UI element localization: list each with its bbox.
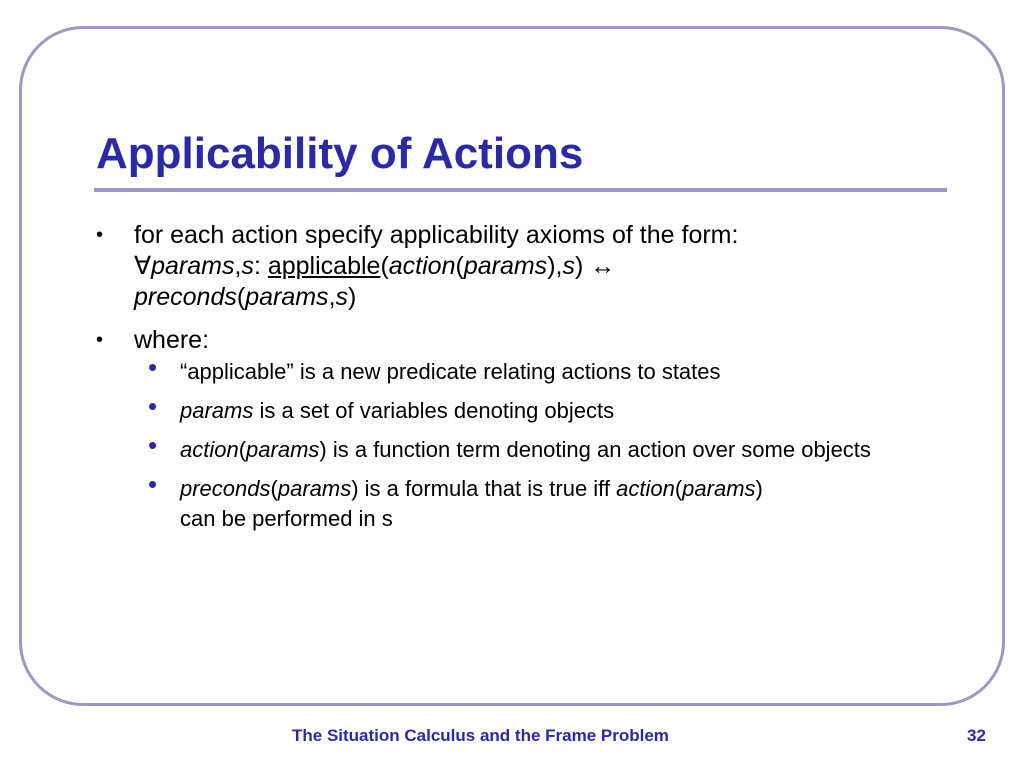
sub-bullet-params (96, 391, 946, 426)
bullet-text: where: (134, 326, 210, 354)
sub-bullet-emphasis-2: params (277, 476, 352, 501)
formula-colon: : (253, 252, 268, 280)
sub-bullet-text: ) is a function term denoting an action over some objects (319, 437, 871, 462)
formula-params: params (151, 252, 235, 280)
slide-title: Applicability of Actions (96, 129, 584, 178)
formula-action: action (388, 252, 456, 280)
forall-symbol: ∀ (134, 252, 152, 280)
sub-bullet-emphasis-2: params (246, 437, 320, 462)
formula-close-paren: ) (348, 283, 357, 311)
sub-bullet-text: is a set of variables denoting objects (253, 398, 615, 423)
formula-applicable: applicable (267, 252, 381, 280)
sub-bullet-emphasis: params (180, 398, 254, 423)
page-number: 32 (967, 726, 986, 745)
sub-bullet-text: ) is a formula that is true iff (351, 476, 617, 501)
sub-bullet-open-paren: ( (270, 476, 278, 501)
sub-bullet-text: “applicable” is a new predicate relating actions to states (180, 359, 721, 384)
title-underline-rule (94, 188, 947, 192)
sub-bullet-open-paren-2: ( (674, 476, 683, 501)
formula (134, 252, 615, 311)
formula-s-2: s (562, 252, 575, 280)
formula-close-comma: ), (547, 252, 563, 280)
sub-bullet-open-paren: ( (238, 437, 247, 462)
sub-bullet-applicable-predicate (96, 352, 946, 387)
slide-body (96, 220, 946, 543)
formula-preconds: preconds (134, 283, 237, 311)
formula-open-paren-2: ( (455, 252, 464, 280)
sub-bullet-dot-icon: • (148, 352, 158, 382)
sub-bullet-close-paren: ) (755, 476, 763, 501)
formula-comma: , (234, 252, 242, 280)
bullet-dot-icon: • (96, 224, 104, 246)
sub-bullet-emphasis: preconds (180, 476, 271, 501)
formula-open-paren-3: ( (236, 283, 246, 311)
formula-comma-2: , (328, 283, 336, 311)
sub-bullet-list (96, 352, 946, 534)
sub-bullet-dot-icon: • (148, 391, 158, 421)
formula-params-2: params (463, 252, 548, 280)
sub-bullet-dot-icon: • (148, 469, 158, 499)
bullet-text: for each action specify applicability axioms of the form: (134, 221, 739, 249)
formula-s: s (241, 252, 254, 280)
sub-bullet-dot-icon: • (148, 430, 158, 460)
formula-iff: ) ↔ (574, 252, 616, 280)
sub-bullet-emphasis: action (180, 437, 239, 462)
formula-open-paren: ( (380, 252, 389, 280)
sub-bullet-emphasis-3: action (616, 476, 675, 501)
footer-title: The Situation Calculus and the Frame Problem (292, 726, 669, 745)
sub-bullet-emphasis-4: params (682, 476, 756, 501)
sub-bullet-action-term (96, 430, 946, 465)
formula-params-3: params (245, 283, 329, 311)
sub-bullet-tail: can be performed in s (180, 506, 393, 531)
bullet-applicability-axioms (96, 220, 946, 313)
formula-s-3: s (335, 283, 349, 311)
sub-bullet-preconds (96, 469, 946, 534)
bullet-dot-icon: • (96, 329, 104, 351)
bullet-where (96, 325, 946, 356)
